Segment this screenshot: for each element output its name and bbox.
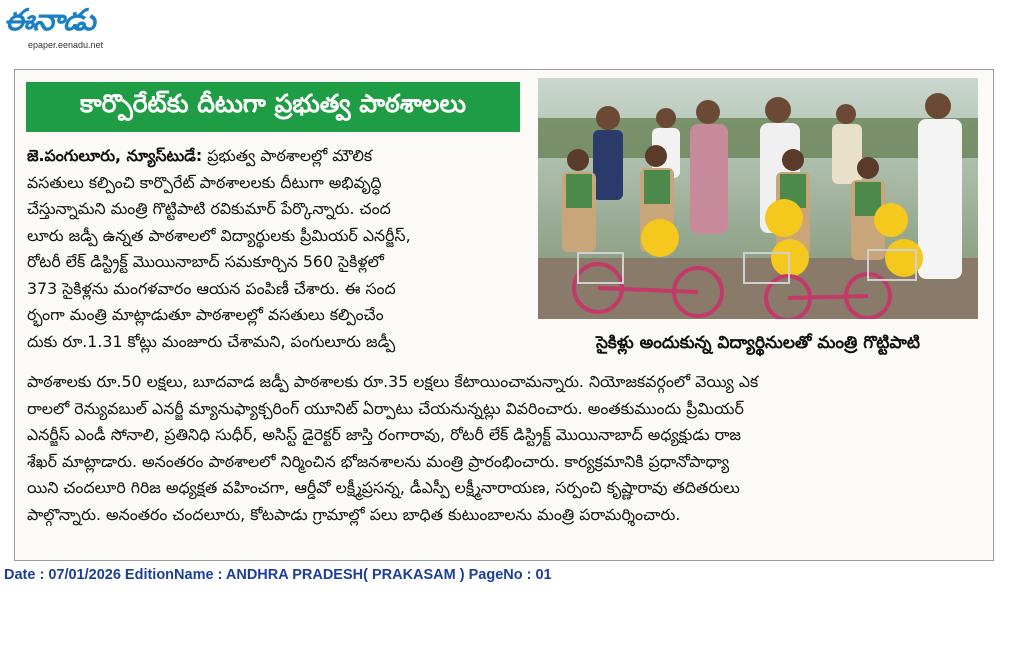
headline: కార్పొరేట్‌కు దీటుగా ప్రభుత్వ పాఠశాలలు bbox=[79, 89, 466, 118]
text-line: వసతులు కల్పించి కార్పొరేట్ పాఠశాలలకు దీటుగా అభివృద్ధి bbox=[27, 172, 382, 192]
article-body-top bbox=[27, 143, 523, 355]
text-line: జె.పంగులూరు, న్యూస్‌టుడే: ప్రభుత్వ పాఠశాలల్లో మౌలిక bbox=[27, 146, 373, 165]
text-line: పాల్గొన్నారు. అనంతరం చందలూరు, కోటపాడు గ్రామాల్లో పలు బాధిత కుటుంబాలను మంత్రి పరామర్శించారు. bbox=[27, 504, 681, 524]
text-line: లూరు జడ్పీ ఉన్నత పాఠశాలలో విద్యార్థులకు ప్రీమియర్ ఎనర్జీస్, bbox=[27, 225, 411, 245]
edition-info: Date : 07/01/2026 EditionName : ANDHRA PRADESH( PRAKASAM ) PageNo : 01 bbox=[4, 567, 552, 583]
epaper-url: epaper.eenadu.net bbox=[28, 40, 104, 50]
news-photo bbox=[538, 78, 978, 319]
text-line: 373 సైకిళ్లను మంగళవారం ఆయన పంపిణీ చేశారు. ఈ సంద bbox=[27, 278, 396, 298]
photo-illustration bbox=[538, 78, 978, 319]
news-clipping bbox=[14, 69, 994, 561]
dateline: జె.పంగులూరు, న్యూస్‌టుడే: bbox=[27, 146, 203, 165]
text-line: దుకు రూ.1.31 కోట్లు మంజూరు చేశామని, పంగులూరు జడ్పీ bbox=[27, 331, 396, 351]
text-line: శేఖర్ మాట్లాడారు. అనంతరం పాఠశాలలో నిర్మించిన భోజనశాలను మంత్రి ప్రారంభించారు. కార్యక్రమానికి ప్రధానోపాధ్యా bbox=[27, 451, 730, 471]
text-line: రాలలో రెన్యువబుల్ ఎనర్జీ మ్యానుఫ్యాక్చరింగ్ యూనిట్ ఏర్పాటు చేయనున్నట్లు వివరించారు. అంతకుముందు ప్రీమియర్ bbox=[27, 398, 744, 418]
text-line: యిని చందలూరి గిరిజ అధ్యక్షత వహించగా, ఆర్డీవో లక్ష్మీప్రసన్న, డీఎస్పీ లక్ష్మీనారాయణ, సర్పంచి కృష్ణారావు తదితరులు bbox=[27, 478, 740, 497]
text-line: పాఠశాలకు రూ.50 లక్షలు, బూదవాడ జడ్పీ పాఠశాలకు రూ.35 లక్షలు కేటాయించామన్నారు. నియోజకవర్గంలో వెయ్యి ఎక bbox=[27, 372, 759, 391]
text-line: ఎనర్జీస్ ఎండీ సోనాలి, ప్రతినిధి సుధీర్, అసిస్ట్ డైరెక్టర్ జాస్తి రంగారావు, రోటరీ లేక్ డిస్ట్రిక్ట్ మొయినాబాద్ అధ్యక్షుడు రాజ bbox=[27, 425, 741, 444]
text-line: ర్భంగా మంత్రి మాట్లాడుతూ పాఠశాలల్లో వసతులు కల్పించేం bbox=[27, 305, 384, 324]
text-line: చేస్తున్నామని మంత్రి గొట్టిపాటి రవికుమార్ పేర్కొన్నారు. చంద bbox=[27, 199, 391, 218]
text-line: రోటరీ లేక్ డిస్ట్రిక్ట్ మొయినాబాద్ సమకూర్చిన 560 సైకిళ్లలో bbox=[27, 252, 384, 271]
article-body-bottom bbox=[27, 369, 983, 528]
headline-banner bbox=[26, 82, 520, 132]
photo-caption: సైకిళ్లు అందుకున్న విద్యార్థినులతో మంత్రి గొట్టిపాటి bbox=[595, 333, 921, 353]
eenadu-logo: ఈనాడు bbox=[4, 3, 95, 38]
masthead bbox=[4, 4, 144, 54]
